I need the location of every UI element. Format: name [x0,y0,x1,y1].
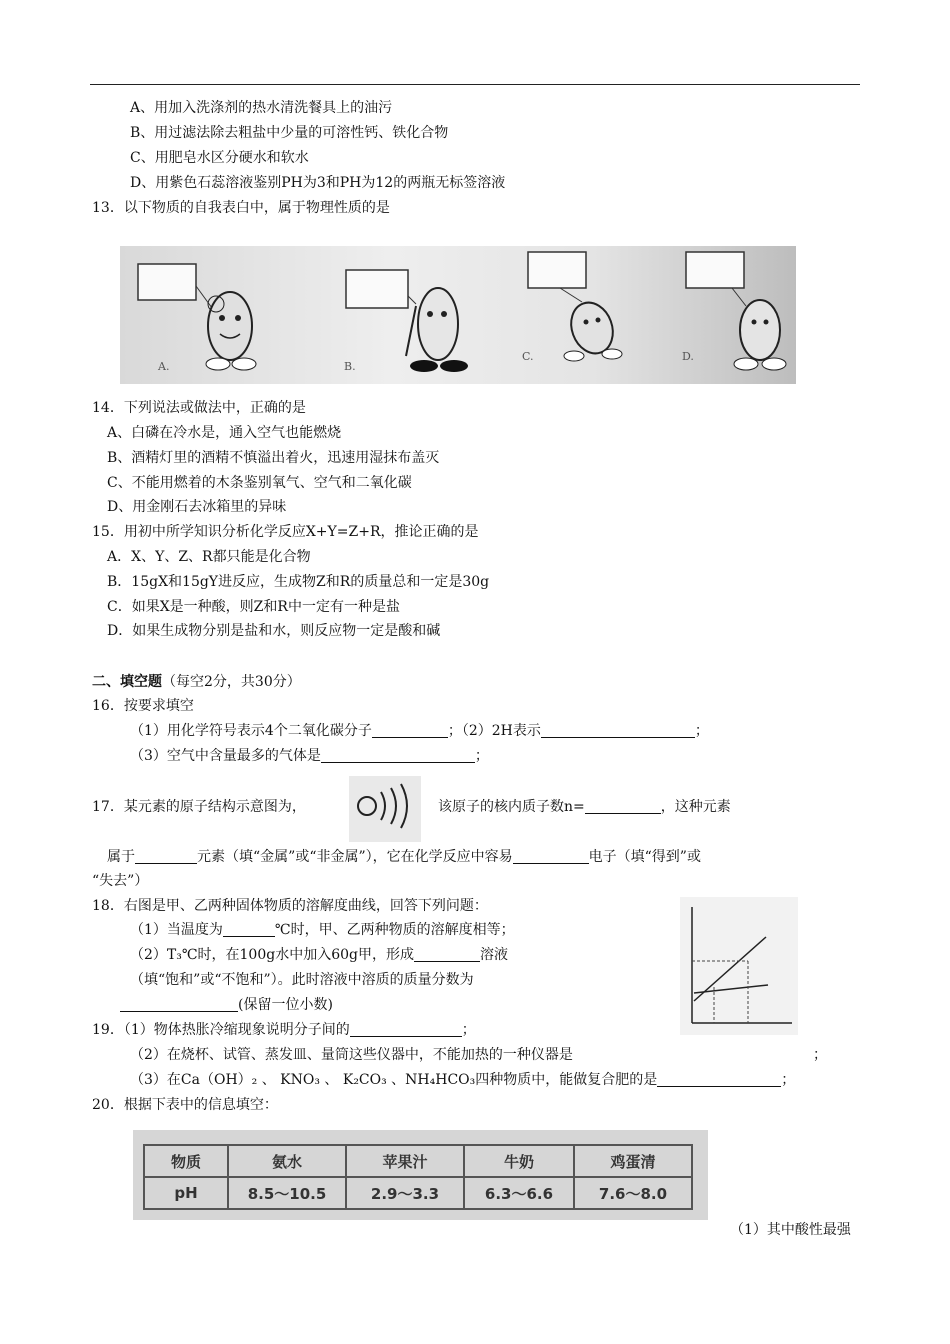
q18-p2a: （2）T₃℃时，在100g水中加入60g甲，形成 [130,947,414,963]
section2-title: 二、填空题 [92,674,162,690]
q12-option-a: A、用加入洗涤剂的热水清洗餐具上的油污 [130,100,393,116]
q17-mid-text: 该原子的核内质子数n= [438,799,585,815]
ph-table [143,1144,693,1210]
q13-label-a: A. [158,360,170,373]
q19-p1a: 19．（1）物体热胀冷缩现象说明分子间的 [92,1022,350,1038]
atom-structure-image [349,776,421,842]
q14-option-b: B、酒精灯里的酒精不慎溢出着火，迅速用湿抹布盖灭 [107,450,440,466]
q16-part2-text: ；（2）2H表示 [447,723,541,739]
q15-option-a: A．X、Y、Z、R都只能是化合物 [107,549,311,565]
q19-part2: （2）在烧杯、试管、蒸发皿、量筒这些仪器中，不能加热的一种仪器是 [130,1047,573,1063]
q20-stem: 20．根据下表中的信息填空： [92,1097,278,1113]
ph-header-cell: 牛奶 [464,1145,574,1177]
q14-option-c: C、不能用燃着的木条鉴别氧气、空气和二氧化碳 [107,475,412,491]
q16-blank-3[interactable] [321,748,475,763]
q17-stem: 17．某元素的原子结构示意图为， [92,799,306,815]
q17-tail-text: ，这种元素 [660,799,731,815]
ph-table-header-row [144,1145,692,1177]
q17-line2 [107,847,701,867]
ph-table-value-row [144,1177,692,1209]
q17-l2a: 属于 [107,849,135,865]
q13-label-b: B. [344,360,356,373]
ph-value-cell: pH [144,1177,228,1209]
q19-p3a: （3）在Ca（OH）₂ 、 KNO₃ 、 K₂CO₃ 、NH₄HCO₃四种物质中，能做复合肥的是 [130,1072,658,1088]
q13-stem: 13．以下物质的自我表白中，属于物理性质的是 [92,200,390,216]
ph-value-cell: 2.9～3.3 [346,1177,464,1209]
ph-header-cell: 苹果汁 [346,1145,464,1177]
q18-blank-2[interactable] [414,947,480,962]
cartoon-drawing [120,246,796,384]
q20-part1: （1）其中酸性最强 [730,1222,851,1238]
q16-stem: 16．按要求填空 [92,698,194,714]
q17-blank-1[interactable] [585,799,661,814]
q17-line1-tail [438,797,731,817]
q18-blank-1[interactable] [223,922,275,937]
ph-header-cell: 物质 [144,1145,228,1177]
header-rule [90,84,860,85]
q15-option-c: C．如果X是一种酸，则Z和R中一定有一种是盐 [107,599,400,615]
ph-value-cell: 8.5～10.5 [228,1177,346,1209]
q12-option-b: B、用过滤法除去粗盐中少量的可溶性钙、铁化合物 [130,125,449,141]
q15-stem: 15．用初中所学知识分析化学反应X+Y=Z+R，推论正确的是 [92,524,479,540]
ph-table-image [133,1130,708,1220]
q16-part1-text: （1）用化学符号表示4个二氧化碳分子 [130,723,372,739]
q14-stem: 14．下列说法或做法中，正确的是 [92,400,306,416]
q16-blank-2[interactable] [541,723,695,738]
q18-part1 [130,920,515,940]
solubility-curve-image [680,897,798,1035]
q12-option-d: D、用紫色石蕊溶液鉴别PH为3和PH为12的两瓶无标签溶液 [130,175,506,191]
q16-line1 [130,721,709,741]
q14-option-a: A、白磷在冷水是，通入空气也能燃烧 [107,425,342,441]
q19-semicolon: ； [781,1072,796,1088]
q13-label-c: C. [522,350,534,363]
q17-blank-2[interactable] [135,849,197,864]
q14-option-d: D、用金刚石去冰箱里的异味 [107,499,287,515]
q18-part2c: （填“饱和”或“不饱和”）。此时溶液中溶质的质量分数为 [130,972,474,988]
q18-stem: 18．右图是甲、乙两种固体物质的溶解度曲线，回答下列问题： [92,898,488,914]
q18-part2 [130,945,508,965]
q19-semicolon: ； [461,1022,476,1038]
q13-cartoon-image [120,246,796,384]
q15-option-d: D．如果生成物分别是盐和水，则反应物一定是酸和碱 [107,623,441,639]
q19-part3 [130,1070,795,1090]
q16-part3-text: （3）空气中含量最多的气体是 [130,748,321,764]
q18-p1b: ℃时，甲、乙两种物质的溶解度相等； [274,922,515,938]
q16-line2 [130,746,489,766]
q17-blank-3[interactable] [513,849,589,864]
ph-header-cell: 氨水 [228,1145,346,1177]
q16-blank-1[interactable] [372,723,448,738]
q17-l2c: 电子（填“得到”或 [588,849,701,865]
q12-option-c: C、用肥皂水区分硬水和软水 [130,150,309,166]
q16-semicolon: ； [694,723,709,739]
q19-part1 [92,1020,476,1040]
q19-part2-semicolon: ； [813,1047,827,1063]
q18-p1a: （1）当温度为 [130,922,223,938]
q13-label-d: D. [682,350,694,363]
ph-value-cell: 6.3～6.6 [464,1177,574,1209]
q18-blank-3[interactable] [120,997,238,1012]
q16-semicolon: ； [474,748,489,764]
q19-blank-1[interactable] [350,1022,462,1037]
ph-value-cell: 7.6～8.0 [574,1177,692,1209]
atom-diagram [349,776,421,842]
q17-line3: “失去”） [92,873,149,889]
section2-note: （每空2分，共30分） [162,674,301,690]
ph-header-cell: 鸡蛋清 [574,1145,692,1177]
q18-p2d: (保留一位小数) [238,997,333,1013]
q15-option-b: B．15gX和15gY进反应，生成物Z和R的质量总和一定是30g [107,574,490,590]
solubility-curve [680,897,798,1035]
section2-heading [92,672,301,692]
q18-part2d [120,995,333,1015]
q18-p2b: 溶液 [479,947,508,963]
q19-blank-3[interactable] [657,1072,781,1087]
q17-l2b: 元素（填“金属”或“非金属”），它在化学反应中容易 [197,849,513,865]
